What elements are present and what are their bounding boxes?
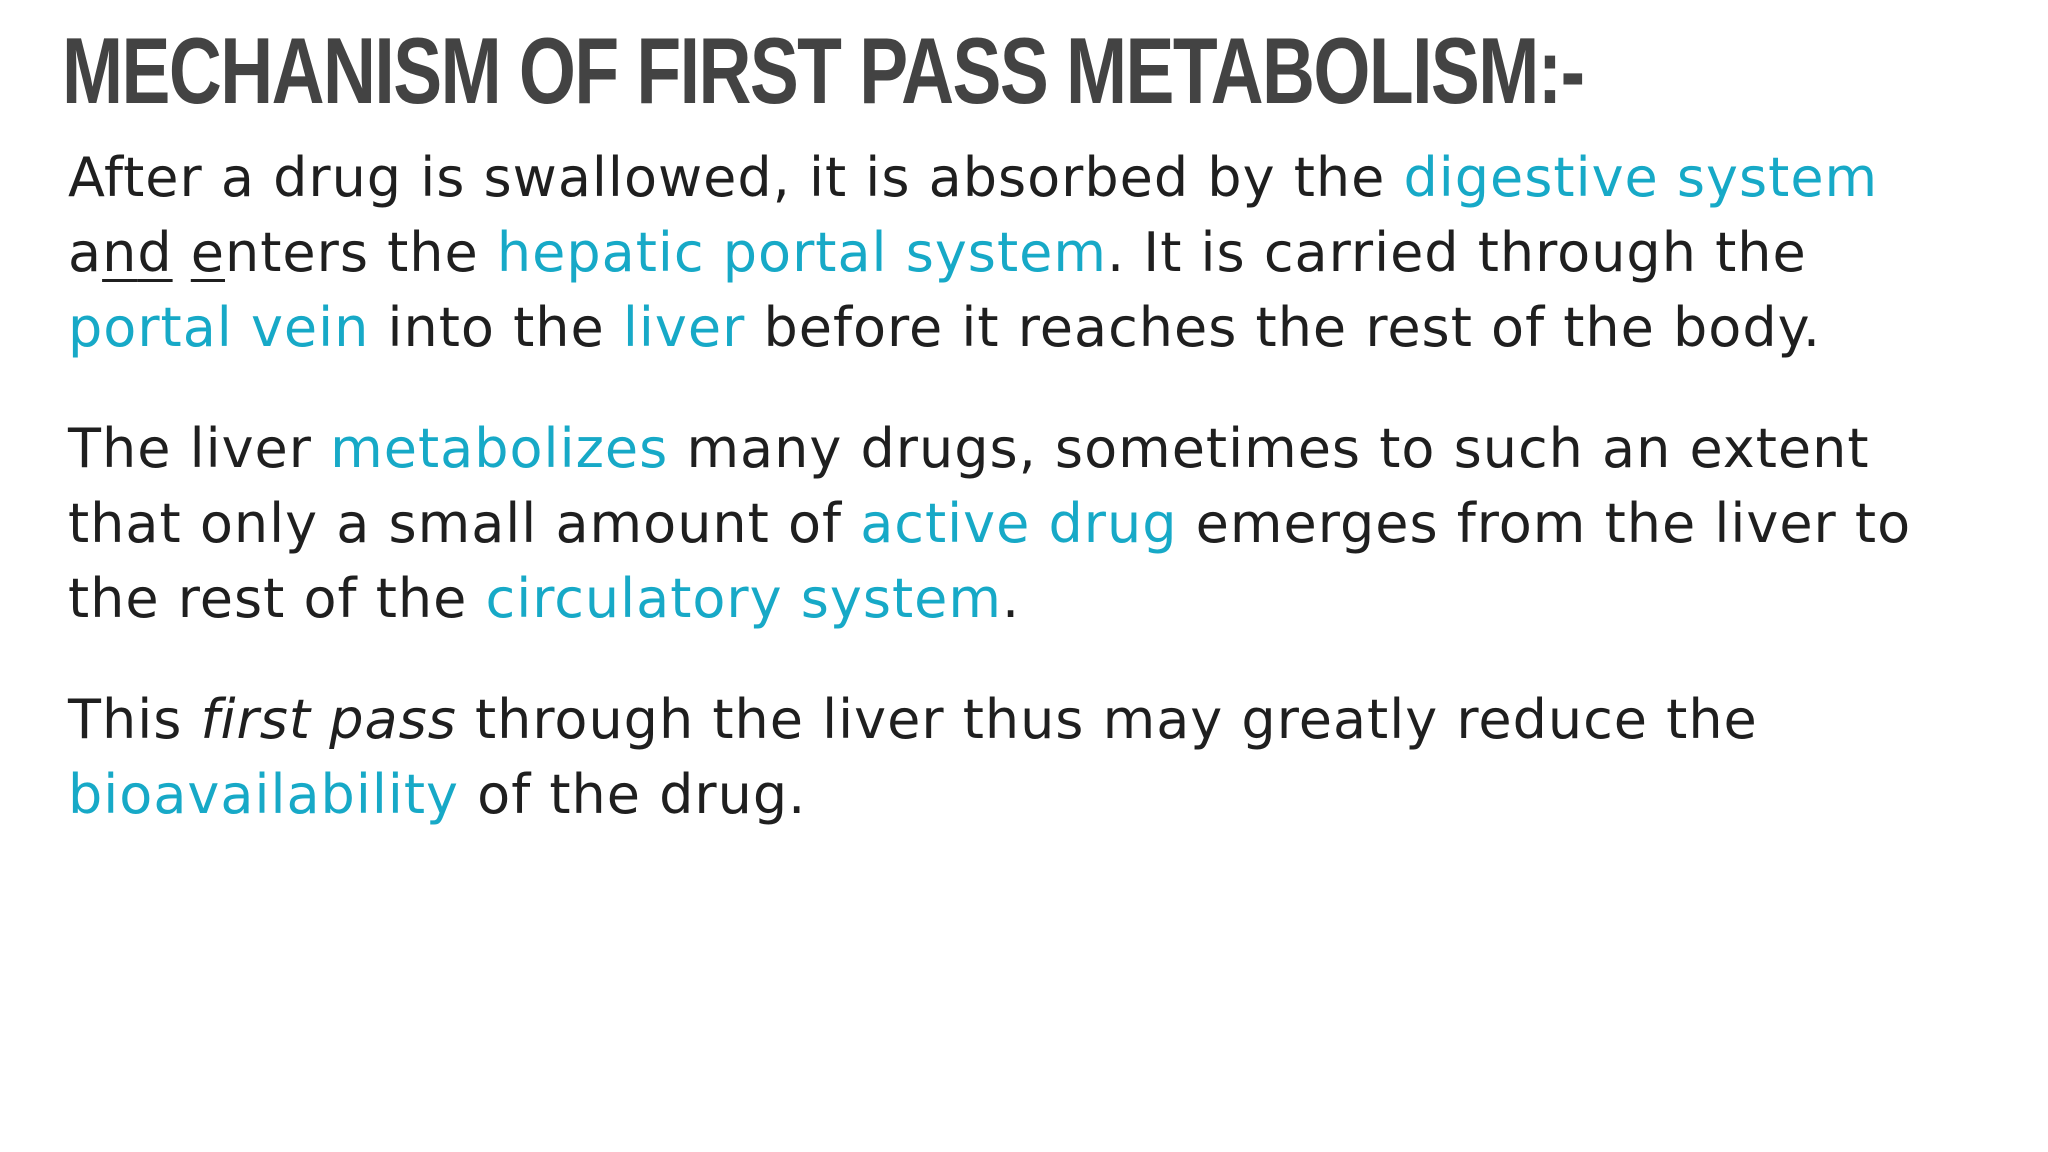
text-span: After a drug is swallowed, it is absorbed by the — [68, 146, 1404, 209]
text-span: through the liver thus may greatly reduce the — [456, 688, 1758, 751]
text-span: into the — [369, 296, 623, 359]
term-digestive-system: digestive system — [1403, 146, 1879, 209]
text-span: . — [1001, 567, 1021, 630]
term-portal-vein: portal vein — [68, 296, 370, 359]
term-first-pass: first pass — [200, 688, 457, 751]
text-span: nters the — [225, 221, 497, 284]
text-span: of the drug. — [458, 763, 807, 826]
term-liver: liver — [622, 296, 746, 359]
text-line — [68, 682, 1968, 757]
text-line — [68, 757, 1968, 832]
ink-underline-n: n — [102, 221, 138, 284]
text-line — [68, 561, 1968, 636]
text-span: a — [68, 221, 103, 284]
text-line — [68, 486, 1968, 561]
term-bioavailability: bioavailability — [68, 763, 459, 826]
text-line — [68, 140, 1968, 215]
slide-title: MECHANISM OF FIRST PASS METABOLISM:- — [62, 18, 1584, 123]
paragraph-bioavailability — [68, 682, 1968, 832]
ink-underline-d: d — [137, 221, 173, 284]
term-active-drug: active drug — [860, 492, 1178, 555]
text-span: emerges from the liver to — [1177, 492, 1912, 555]
text-span: This — [68, 688, 201, 751]
text-span: the rest of the — [68, 567, 486, 630]
term-hepatic-portal-system: hepatic portal system — [496, 221, 1107, 284]
text-span: . It is carried through the — [1106, 221, 1807, 284]
text-line — [68, 411, 1968, 486]
paragraph-metabolism — [68, 411, 1968, 636]
text-span — [173, 221, 191, 284]
slide-body — [68, 140, 1968, 878]
text-span: before it reaches the rest of the body. — [745, 296, 1822, 359]
text-line — [68, 215, 1968, 290]
term-metabolizes: metabolizes — [330, 417, 669, 480]
text-span: that only a small amount of — [68, 492, 861, 555]
paragraph-absorption — [68, 140, 1968, 365]
text-line — [68, 290, 1968, 365]
ink-underline-e: e — [190, 221, 226, 284]
text-span: The liver — [68, 417, 331, 480]
text-span: many drugs, sometimes to such an extent — [668, 417, 1870, 480]
term-circulatory-system: circulatory system — [485, 567, 1002, 630]
